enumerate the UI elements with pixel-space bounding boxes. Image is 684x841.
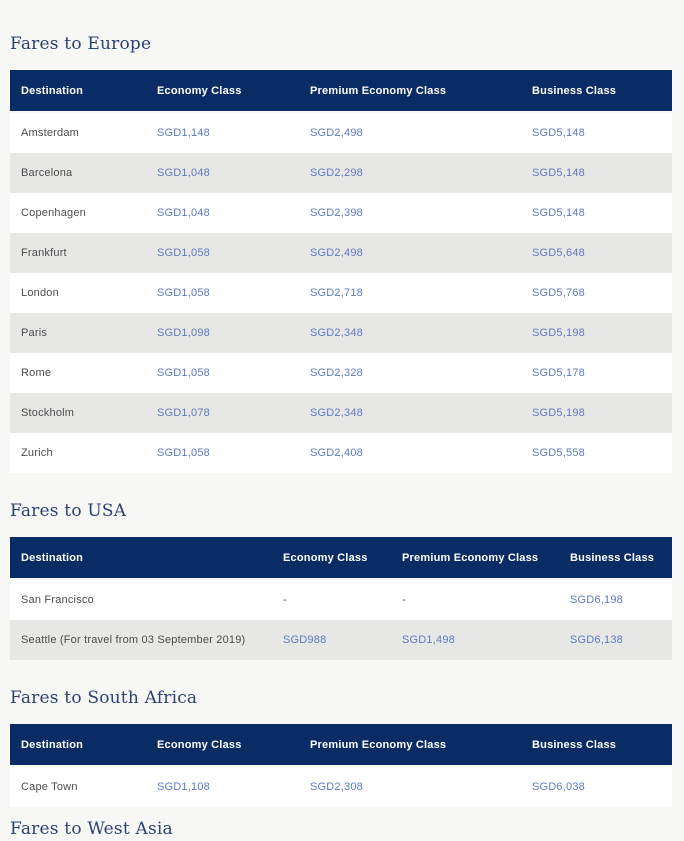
- destination-cell: Zurich: [21, 447, 53, 459]
- fare-link[interactable]: SGD2,308: [310, 781, 363, 793]
- column-header: Premium Economy Class: [310, 738, 447, 751]
- fare-cell: [157, 233, 310, 273]
- table-row: [10, 273, 672, 313]
- fare-cell: [310, 273, 532, 313]
- fare-cell: [310, 313, 532, 353]
- fare-link[interactable]: SGD1,148: [157, 127, 210, 139]
- fare-unavailable: -: [283, 594, 287, 606]
- fares-table: [10, 724, 672, 807]
- fare-cell: [532, 193, 672, 233]
- table-row: [10, 313, 672, 353]
- fare-link[interactable]: SGD1,058: [157, 367, 210, 379]
- destination-cell: Amsterdam: [21, 127, 80, 139]
- table-row: [10, 233, 672, 273]
- fare-cell: [283, 620, 402, 660]
- column-header: Premium Economy Class: [402, 551, 539, 564]
- fare-link[interactable]: SGD2,298: [310, 167, 363, 179]
- fare-section: [0, 817, 684, 841]
- column-header: Premium Economy Class: [310, 84, 447, 97]
- table-body: [10, 580, 672, 660]
- table-row: [10, 433, 672, 473]
- destination-cell: San Francisco: [21, 594, 94, 606]
- fare-section: [0, 32, 684, 473]
- fare-cell: [532, 433, 672, 473]
- fare-link[interactable]: SGD1,048: [157, 207, 210, 219]
- fare-link[interactable]: SGD1,058: [157, 247, 210, 259]
- section-heading: Fares to Europe: [10, 34, 152, 54]
- table-header-row: [10, 537, 672, 578]
- fare-link[interactable]: SGD2,498: [310, 127, 363, 139]
- fare-cell: [157, 153, 310, 193]
- column-header: Destination: [21, 551, 84, 564]
- fare-link[interactable]: SGD6,138: [570, 634, 623, 646]
- fare-cell: [157, 433, 310, 473]
- fare-cell: [157, 273, 310, 313]
- fare-cell: [532, 393, 672, 433]
- fare-link[interactable]: SGD988: [283, 634, 327, 646]
- fare-link[interactable]: SGD5,148: [532, 127, 585, 139]
- fare-cell: [532, 233, 672, 273]
- destination-cell: Seattle (For travel from 03 September 2019): [21, 634, 246, 646]
- fare-cell: [310, 433, 532, 473]
- table-header-row: [10, 70, 672, 111]
- fare-link[interactable]: SGD6,038: [532, 781, 585, 793]
- destination-cell: Barcelona: [21, 167, 73, 179]
- fare-link[interactable]: SGD5,148: [532, 207, 585, 219]
- section-heading: Fares to USA: [10, 501, 127, 521]
- fare-cell: [157, 767, 310, 807]
- fare-cell: [570, 580, 672, 620]
- column-header: Business Class: [532, 738, 617, 751]
- fare-link[interactable]: SGD5,558: [532, 447, 585, 459]
- fare-cell: [157, 393, 310, 433]
- fare-link[interactable]: SGD2,398: [310, 207, 363, 219]
- fare-section: [0, 686, 684, 807]
- fare-link[interactable]: SGD2,348: [310, 327, 363, 339]
- fare-link[interactable]: SGD1,098: [157, 327, 210, 339]
- destination-cell: Cape Town: [21, 781, 78, 793]
- table-row: [10, 153, 672, 193]
- fare-link[interactable]: SGD5,178: [532, 367, 585, 379]
- column-header: Business Class: [570, 551, 655, 564]
- fare-cell: [310, 393, 532, 433]
- fare-cell: [532, 113, 672, 153]
- table-row: [10, 620, 672, 660]
- column-header: Destination: [21, 84, 84, 97]
- fare-link[interactable]: SGD2,348: [310, 407, 363, 419]
- fare-link[interactable]: SGD1,058: [157, 447, 210, 459]
- section-heading: Fares to West Asia: [10, 819, 173, 839]
- fare-link[interactable]: SGD5,198: [532, 327, 585, 339]
- fare-cell: [310, 113, 532, 153]
- destination-cell: Rome: [21, 367, 52, 379]
- fare-link[interactable]: SGD5,648: [532, 247, 585, 259]
- table-row: [10, 580, 672, 620]
- fare-cell: [310, 233, 532, 273]
- fare-cell: [532, 353, 672, 393]
- fare-link[interactable]: SGD2,408: [310, 447, 363, 459]
- fare-unavailable: -: [402, 594, 406, 606]
- destination-cell: Frankfurt: [21, 247, 67, 259]
- table-header-row: [10, 724, 672, 765]
- fare-cell: [532, 313, 672, 353]
- table-body: [10, 113, 672, 473]
- fares-table: [10, 70, 672, 473]
- fare-link[interactable]: SGD1,058: [157, 287, 210, 299]
- column-header: Economy Class: [157, 738, 242, 751]
- fare-cell: [532, 153, 672, 193]
- column-header: Economy Class: [283, 551, 368, 564]
- table-row: [10, 393, 672, 433]
- destination-cell: Stockholm: [21, 407, 75, 419]
- fare-cell: [402, 620, 570, 660]
- fare-link[interactable]: SGD5,768: [532, 287, 585, 299]
- column-header: Business Class: [532, 84, 617, 97]
- destination-cell: Copenhagen: [21, 207, 87, 219]
- table-row: [10, 767, 672, 807]
- table-row: [10, 193, 672, 233]
- fare-link[interactable]: SGD2,718: [310, 287, 363, 299]
- fare-cell: [310, 767, 532, 807]
- fare-cell: [157, 353, 310, 393]
- fare-cell: [157, 313, 310, 353]
- fare-link[interactable]: SGD1,498: [402, 634, 455, 646]
- fare-link[interactable]: SGD6,198: [570, 594, 623, 606]
- fare-cell: [532, 767, 672, 807]
- fare-cell: [570, 620, 672, 660]
- section-heading: Fares to South Africa: [10, 688, 198, 708]
- fare-section: [0, 499, 684, 660]
- fare-link[interactable]: SGD2,328: [310, 367, 363, 379]
- fare-link[interactable]: SGD5,148: [532, 167, 585, 179]
- fare-cell: [310, 353, 532, 393]
- destination-cell: London: [21, 287, 59, 299]
- fare-link[interactable]: SGD5,198: [532, 407, 585, 419]
- table-body: [10, 767, 672, 807]
- column-header: Economy Class: [157, 84, 242, 97]
- fare-cell: [310, 193, 532, 233]
- table-row: [10, 353, 672, 393]
- destination-cell: Paris: [21, 327, 48, 339]
- fare-cell: [310, 153, 532, 193]
- fare-link[interactable]: SGD1,108: [157, 781, 210, 793]
- fare-link[interactable]: SGD2,498: [310, 247, 363, 259]
- column-header: Destination: [21, 738, 84, 751]
- table-row: [10, 113, 672, 153]
- fare-cell: [157, 113, 310, 153]
- fare-cell: [157, 193, 310, 233]
- fare-cell: [532, 273, 672, 313]
- fare-link[interactable]: SGD1,048: [157, 167, 210, 179]
- fares-table: [10, 537, 672, 660]
- fare-link[interactable]: SGD1,078: [157, 407, 210, 419]
